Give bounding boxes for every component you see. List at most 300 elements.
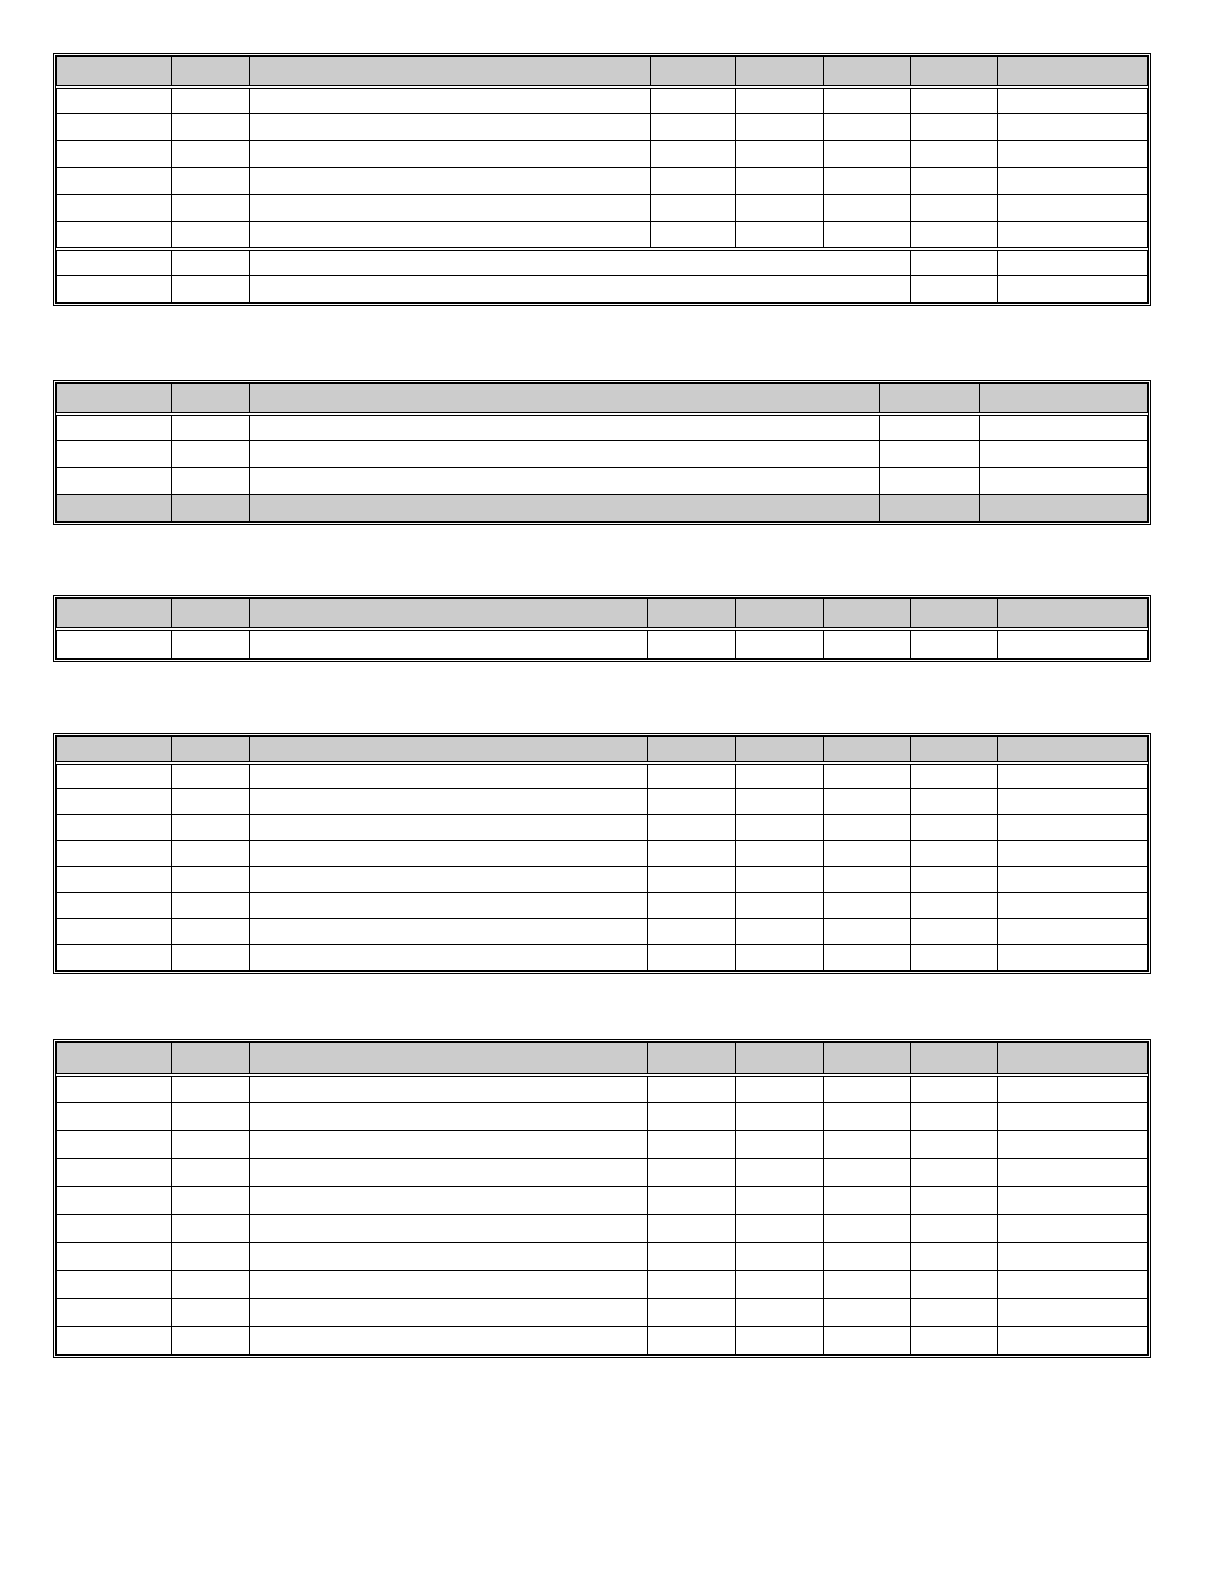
- table-cell: [911, 815, 998, 841]
- table-cell: [651, 141, 736, 168]
- table-cell: [736, 1243, 824, 1271]
- table-cell: [57, 841, 172, 867]
- table-cell: [911, 276, 998, 303]
- table-row: [57, 1243, 1148, 1271]
- header-cell: [911, 1043, 998, 1075]
- table-cell: [250, 629, 648, 659]
- table-cell: [736, 168, 824, 195]
- header-cell: [998, 57, 1148, 87]
- table-cell: [250, 1271, 648, 1299]
- table-cell: [648, 1243, 736, 1271]
- table-cell: [250, 468, 880, 495]
- table-cell: [648, 815, 736, 841]
- table-cell: [911, 1271, 998, 1299]
- header-cell: [651, 57, 736, 87]
- table-cell: [824, 789, 911, 815]
- table-cell: [250, 168, 651, 195]
- table-row: [57, 1131, 1148, 1159]
- table-cell: [911, 629, 998, 659]
- table-cell: [998, 141, 1148, 168]
- table-cell: [57, 945, 172, 971]
- header-cell: [172, 1043, 250, 1075]
- table-cell: [998, 815, 1148, 841]
- table-cell: [651, 114, 736, 141]
- table-cell: [172, 1271, 250, 1299]
- table-cell: [911, 1159, 998, 1187]
- table-row: [57, 1159, 1148, 1187]
- table-cell: [736, 919, 824, 945]
- table-cell: [250, 222, 651, 249]
- header-cell: [648, 599, 736, 629]
- table-cell: [172, 919, 250, 945]
- table-cell: [172, 441, 250, 468]
- table-cell: [998, 841, 1148, 867]
- header-cell: [980, 384, 1148, 414]
- table-cell: [250, 1103, 648, 1131]
- table-cell: [998, 867, 1148, 893]
- table-cell: [648, 789, 736, 815]
- table-cell: [250, 414, 880, 441]
- table-cell: [651, 87, 736, 114]
- table-cell: [648, 1187, 736, 1215]
- table-cell: [824, 945, 911, 971]
- table-cell: [736, 1299, 824, 1327]
- table-cell: [998, 893, 1148, 919]
- table-cell: [998, 249, 1148, 276]
- table-cell: [648, 841, 736, 867]
- table-row: [57, 867, 1148, 893]
- table-cell: [172, 141, 250, 168]
- table-header-row: [57, 1043, 1148, 1075]
- table-cell: [998, 1327, 1148, 1355]
- table-cell: [250, 141, 651, 168]
- table-cell: [998, 114, 1148, 141]
- table-cell: [911, 1327, 998, 1355]
- table-cell: [824, 1103, 911, 1131]
- header-cell: [824, 737, 911, 763]
- table-cell: [736, 629, 824, 659]
- table-cell: [824, 1271, 911, 1299]
- table-cell: [824, 919, 911, 945]
- table-cell: [911, 1075, 998, 1103]
- table-cell: [998, 919, 1148, 945]
- table-cell: [172, 1131, 250, 1159]
- table-header-row: [57, 599, 1148, 629]
- table-cell: [998, 87, 1148, 114]
- table-header-row: [57, 737, 1148, 763]
- table-cell: [648, 1159, 736, 1187]
- table-cell: [736, 893, 824, 919]
- table-row: [57, 919, 1148, 945]
- table-cell: [648, 1131, 736, 1159]
- table-cell: [57, 168, 172, 195]
- table-cell: [880, 495, 980, 522]
- table-cell: [911, 919, 998, 945]
- table-cell: [736, 1215, 824, 1243]
- header-cell: [172, 384, 250, 414]
- header-cell: [824, 599, 911, 629]
- table-row: [57, 1103, 1148, 1131]
- table-cell: [57, 141, 172, 168]
- table-cell: [57, 495, 172, 522]
- table-cell: [57, 1187, 172, 1215]
- table-cell: [250, 841, 648, 867]
- table-cell: [651, 222, 736, 249]
- table-cell: [172, 495, 250, 522]
- table-cell: [250, 249, 911, 276]
- table-header-row: [57, 384, 1148, 414]
- table-cell: [172, 414, 250, 441]
- table-cell: [57, 893, 172, 919]
- table-cell: [172, 789, 250, 815]
- table-cell: [250, 1187, 648, 1215]
- table-row: [57, 222, 1148, 249]
- table-cell: [998, 789, 1148, 815]
- table-cell: [880, 414, 980, 441]
- table-cell: [57, 919, 172, 945]
- table-cell: [824, 1187, 911, 1215]
- table-cell: [250, 1131, 648, 1159]
- table-cell: [824, 1215, 911, 1243]
- table-cell: [250, 195, 651, 222]
- table-cell: [172, 815, 250, 841]
- table-cell: [998, 763, 1148, 789]
- table-cell: [172, 1299, 250, 1327]
- table-cell: [648, 763, 736, 789]
- table-row: [57, 1075, 1148, 1103]
- header-cell: [648, 1043, 736, 1075]
- table-cell: [172, 867, 250, 893]
- table-cell: [57, 763, 172, 789]
- table-cell: [250, 1215, 648, 1243]
- table-cell: [911, 841, 998, 867]
- table-cell: [648, 1075, 736, 1103]
- table-cell: [824, 168, 911, 195]
- header-cell: [736, 1043, 824, 1075]
- table-row: [57, 495, 1148, 522]
- table-cell: [911, 945, 998, 971]
- table-cell: [172, 276, 250, 303]
- table-cell: [911, 114, 998, 141]
- table-cell: [824, 195, 911, 222]
- table-cell: [172, 468, 250, 495]
- table-cell: [250, 815, 648, 841]
- table-cell: [824, 1075, 911, 1103]
- table-1: [53, 53, 1151, 306]
- table-cell: [57, 1131, 172, 1159]
- header-cell: [172, 57, 250, 87]
- table-2: [53, 380, 1151, 525]
- table-row: [57, 195, 1148, 222]
- table-cell: [57, 867, 172, 893]
- table-cell: [250, 1299, 648, 1327]
- table-4: [53, 733, 1151, 974]
- table-cell: [172, 1187, 250, 1215]
- header-cell: [736, 737, 824, 763]
- table-cell: [911, 141, 998, 168]
- table-cell: [172, 195, 250, 222]
- table-cell: [172, 1075, 250, 1103]
- header-cell: [736, 57, 824, 87]
- table-cell: [250, 87, 651, 114]
- table-cell: [57, 441, 172, 468]
- table-cell: [57, 1215, 172, 1243]
- table-cell: [911, 763, 998, 789]
- header-cell: [250, 737, 648, 763]
- table-cell: [172, 945, 250, 971]
- table-cell: [57, 1299, 172, 1327]
- table-cell: [648, 1271, 736, 1299]
- table-cell: [998, 276, 1148, 303]
- table-row: [57, 945, 1148, 971]
- table-cell: [250, 1327, 648, 1355]
- header-cell: [250, 57, 651, 87]
- table-cell: [824, 867, 911, 893]
- table-cell: [824, 815, 911, 841]
- table-row: [57, 441, 1148, 468]
- table-cell: [57, 1327, 172, 1355]
- table-cell: [57, 414, 172, 441]
- table-cell: [911, 195, 998, 222]
- table-cell: [998, 1103, 1148, 1131]
- table-row: [57, 763, 1148, 789]
- table-row: [57, 1327, 1148, 1355]
- table-cell: [998, 629, 1148, 659]
- table-cell: [824, 141, 911, 168]
- table-cell: [998, 1159, 1148, 1187]
- table-row: [57, 1299, 1148, 1327]
- table-cell: [824, 1327, 911, 1355]
- table-cell: [980, 468, 1148, 495]
- table-cell: [648, 893, 736, 919]
- table-cell: [648, 1327, 736, 1355]
- table-cell: [648, 1299, 736, 1327]
- table-cell: [824, 841, 911, 867]
- table-row: [57, 168, 1148, 195]
- table-cell: [911, 1187, 998, 1215]
- table-cell: [998, 1075, 1148, 1103]
- table-cell: [736, 1131, 824, 1159]
- table-cell: [736, 1103, 824, 1131]
- table-cell: [980, 441, 1148, 468]
- table-cell: [651, 195, 736, 222]
- table-row: [57, 1271, 1148, 1299]
- table-cell: [736, 789, 824, 815]
- table-cell: [250, 1243, 648, 1271]
- table-cell: [172, 1103, 250, 1131]
- table-cell: [998, 1271, 1148, 1299]
- table-cell: [998, 1215, 1148, 1243]
- table-cell: [736, 1187, 824, 1215]
- header-cell: [998, 1043, 1148, 1075]
- header-cell: [880, 384, 980, 414]
- header-cell: [648, 737, 736, 763]
- table-cell: [998, 1187, 1148, 1215]
- table-cell: [911, 1299, 998, 1327]
- table-row: [57, 815, 1148, 841]
- header-cell: [998, 737, 1148, 763]
- header-cell: [736, 599, 824, 629]
- table-cell: [250, 276, 911, 303]
- table-cell: [824, 763, 911, 789]
- table-cell: [911, 1131, 998, 1159]
- table-cell: [980, 414, 1148, 441]
- table-cell: [824, 1299, 911, 1327]
- table-row: [57, 249, 1148, 276]
- header-cell: [911, 57, 998, 87]
- table-cell: [250, 1159, 648, 1187]
- table-cell: [880, 441, 980, 468]
- table-cell: [736, 114, 824, 141]
- header-cell: [250, 384, 880, 414]
- table-cell: [911, 87, 998, 114]
- table-row: [57, 789, 1148, 815]
- table-cell: [736, 815, 824, 841]
- table-cell: [57, 1103, 172, 1131]
- table-row: [57, 629, 1148, 659]
- table-cell: [250, 893, 648, 919]
- table-cell: [911, 249, 998, 276]
- table-cell: [250, 919, 648, 945]
- header-cell: [824, 1043, 911, 1075]
- table-cell: [172, 114, 250, 141]
- table-cell: [736, 1075, 824, 1103]
- table-cell: [57, 789, 172, 815]
- table-cell: [57, 1271, 172, 1299]
- table-cell: [172, 222, 250, 249]
- header-cell: [57, 737, 172, 763]
- table-cell: [172, 841, 250, 867]
- table-cell: [57, 815, 172, 841]
- header-cell: [998, 599, 1148, 629]
- table-cell: [998, 168, 1148, 195]
- table-cell: [172, 629, 250, 659]
- table-cell: [172, 1215, 250, 1243]
- table-cell: [824, 893, 911, 919]
- table-cell: [172, 87, 250, 114]
- table-cell: [736, 841, 824, 867]
- table-row: [57, 841, 1148, 867]
- table-cell: [172, 893, 250, 919]
- table-cell: [57, 87, 172, 114]
- table-cell: [736, 867, 824, 893]
- table-cell: [648, 1103, 736, 1131]
- header-cell: [57, 599, 172, 629]
- header-cell: [57, 57, 172, 87]
- table-3: [53, 595, 1151, 662]
- table-row: [57, 414, 1148, 441]
- header-cell: [172, 737, 250, 763]
- table-cell: [648, 945, 736, 971]
- table-cell: [736, 1327, 824, 1355]
- table-cell: [172, 249, 250, 276]
- table-cell: [911, 222, 998, 249]
- table-cell: [57, 1243, 172, 1271]
- table-cell: [57, 629, 172, 659]
- table-cell: [911, 789, 998, 815]
- table-cell: [651, 168, 736, 195]
- table-cell: [824, 1159, 911, 1187]
- table-row: [57, 87, 1148, 114]
- table-cell: [250, 441, 880, 468]
- table-5: [53, 1039, 1151, 1358]
- table-row: [57, 1215, 1148, 1243]
- table-cell: [824, 629, 911, 659]
- table-cell: [250, 1075, 648, 1103]
- table-row: [57, 893, 1148, 919]
- table-cell: [911, 168, 998, 195]
- table-cell: [250, 763, 648, 789]
- table-cell: [250, 114, 651, 141]
- table-cell: [250, 867, 648, 893]
- table-cell: [172, 168, 250, 195]
- table-cell: [648, 1215, 736, 1243]
- table-cell: [648, 867, 736, 893]
- table-row: [57, 1187, 1148, 1215]
- table-cell: [736, 1159, 824, 1187]
- table-cell: [998, 195, 1148, 222]
- table-cell: [57, 114, 172, 141]
- table-cell: [172, 1243, 250, 1271]
- table-header-row: [57, 57, 1148, 87]
- table-cell: [736, 222, 824, 249]
- header-cell: [250, 599, 648, 629]
- table-cell: [911, 1215, 998, 1243]
- table-cell: [998, 1131, 1148, 1159]
- table-cell: [736, 195, 824, 222]
- table-row: [57, 141, 1148, 168]
- table-cell: [980, 495, 1148, 522]
- table-cell: [998, 222, 1148, 249]
- header-cell: [57, 1043, 172, 1075]
- table-cell: [57, 195, 172, 222]
- table-cell: [998, 1299, 1148, 1327]
- table-cell: [648, 919, 736, 945]
- table-cell: [172, 763, 250, 789]
- table-cell: [736, 945, 824, 971]
- table-cell: [736, 87, 824, 114]
- table-cell: [824, 114, 911, 141]
- table-cell: [824, 1131, 911, 1159]
- table-cell: [911, 867, 998, 893]
- table-cell: [824, 222, 911, 249]
- table-cell: [250, 945, 648, 971]
- table-cell: [824, 1243, 911, 1271]
- table-cell: [57, 276, 172, 303]
- table-row: [57, 468, 1148, 495]
- header-cell: [911, 599, 998, 629]
- table-row: [57, 276, 1148, 303]
- header-cell: [57, 384, 172, 414]
- table-cell: [880, 468, 980, 495]
- table-cell: [648, 629, 736, 659]
- table-cell: [736, 141, 824, 168]
- table-cell: [911, 1103, 998, 1131]
- table-cell: [57, 468, 172, 495]
- table-cell: [250, 495, 880, 522]
- table-cell: [172, 1159, 250, 1187]
- table-cell: [824, 87, 911, 114]
- header-cell: [250, 1043, 648, 1075]
- header-cell: [911, 737, 998, 763]
- table-cell: [736, 763, 824, 789]
- table-cell: [998, 1243, 1148, 1271]
- header-cell: [824, 57, 911, 87]
- table-cell: [736, 1271, 824, 1299]
- header-cell: [172, 599, 250, 629]
- table-cell: [911, 1243, 998, 1271]
- table-cell: [172, 1327, 250, 1355]
